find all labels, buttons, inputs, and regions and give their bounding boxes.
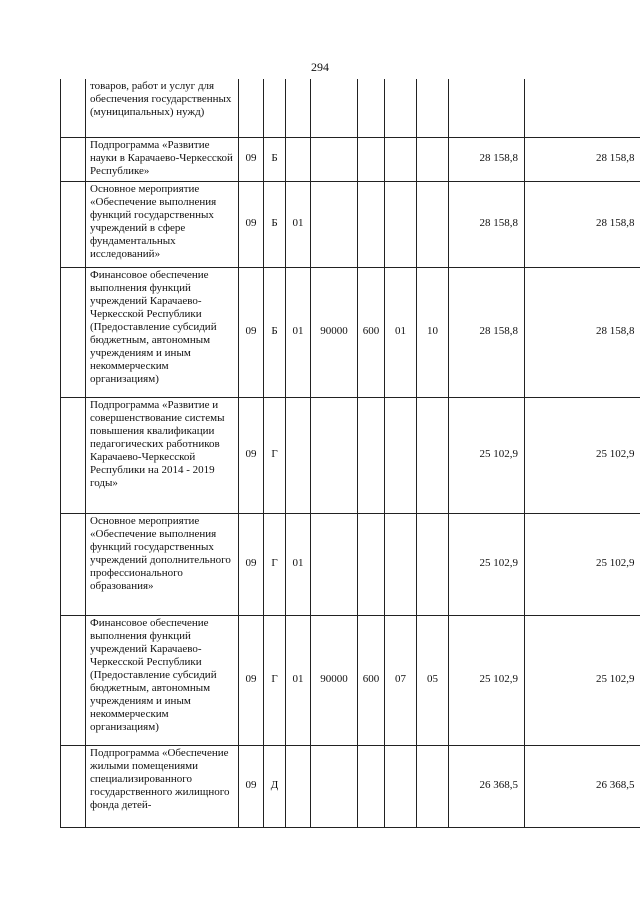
code-cell	[311, 513, 358, 615]
code-cell	[417, 745, 449, 827]
table-row	[61, 745, 640, 827]
row-name: Подпрограмма «Развитие науки в Карачаево-Черкесской Республике»	[86, 137, 239, 181]
code-cell: 90000	[311, 267, 358, 397]
amount-cell: 28 158,8	[525, 137, 640, 181]
code-cell: Г	[264, 397, 286, 513]
code-cell: Б	[264, 267, 286, 397]
code-cell	[385, 137, 417, 181]
table-row	[61, 267, 640, 397]
amount-cell: 25 102,9	[525, 513, 640, 615]
code-cell	[385, 745, 417, 827]
amount-cell: 26 368,5	[525, 745, 640, 827]
code-cell	[358, 79, 385, 137]
row-name: Финансовое обеспечение выполнения функций учреждений Карачаево-Черкесской Республики (Предоставление субсидий бюджетным, автономным учреждениям и иным некоммерческим организациям)	[86, 615, 239, 745]
code-cell	[417, 137, 449, 181]
amount-cell: 26 368,5	[449, 745, 525, 827]
amount-cell: 28 158,8	[525, 181, 640, 267]
code-cell	[417, 397, 449, 513]
amount-cell	[525, 79, 640, 137]
empty-cell	[61, 181, 86, 267]
amount-cell: 28 158,8	[449, 181, 525, 267]
code-cell: 09	[239, 615, 264, 745]
code-cell: 09	[239, 397, 264, 513]
amount-cell: 25 102,9	[525, 615, 640, 745]
code-cell	[358, 745, 385, 827]
empty-cell	[61, 745, 86, 827]
amount-cell: 25 102,9	[449, 397, 525, 513]
empty-cell	[61, 267, 86, 397]
row-name: Основное мероприятие «Обеспечение выполнения функций государственных учреждений в сфере фундаментальных исследований»	[86, 181, 239, 267]
code-cell	[358, 397, 385, 513]
code-cell: 09	[239, 181, 264, 267]
amount-cell: 25 102,9	[449, 615, 525, 745]
code-cell: 01	[286, 181, 311, 267]
code-cell	[358, 513, 385, 615]
row-name: Финансовое обеспечение выполнения функций учреждений Карачаево-Черкесской Республики (Предоставление субсидий бюджетным, автономным учреждениям и иным некоммерческим организациям)	[86, 267, 239, 397]
code-cell	[286, 137, 311, 181]
code-cell	[417, 181, 449, 267]
code-cell: Г	[264, 615, 286, 745]
code-cell: 07	[385, 615, 417, 745]
code-cell: 05	[417, 615, 449, 745]
table-row	[61, 181, 640, 267]
code-cell	[286, 397, 311, 513]
code-cell: 09	[239, 745, 264, 827]
code-cell: 600	[358, 267, 385, 397]
code-cell: Б	[264, 137, 286, 181]
code-cell: 09	[239, 513, 264, 615]
empty-cell	[61, 397, 86, 513]
empty-cell	[61, 615, 86, 745]
row-name: Основное мероприятие «Обеспечение выполнения функций государственных учреждений дополнительного профессионального образования»	[86, 513, 239, 615]
empty-cell	[61, 513, 86, 615]
code-cell: 90000	[311, 615, 358, 745]
code-cell	[385, 79, 417, 137]
code-cell: 10	[417, 267, 449, 397]
code-cell	[358, 137, 385, 181]
code-cell: Д	[264, 745, 286, 827]
amount-cell: 28 158,8	[449, 137, 525, 181]
code-cell: 600	[358, 615, 385, 745]
code-cell: 01	[385, 267, 417, 397]
table-row	[61, 615, 640, 745]
code-cell	[286, 79, 311, 137]
code-cell	[385, 397, 417, 513]
code-cell	[385, 513, 417, 615]
table-row	[61, 513, 640, 615]
amount-cell: 25 102,9	[525, 397, 640, 513]
empty-cell	[61, 79, 86, 137]
code-cell	[286, 745, 311, 827]
code-cell: 01	[286, 513, 311, 615]
code-cell	[311, 79, 358, 137]
table-row	[61, 397, 640, 513]
code-cell: Б	[264, 181, 286, 267]
amount-cell: 25 102,9	[449, 513, 525, 615]
page-number: 294	[311, 60, 329, 74]
code-cell	[417, 513, 449, 615]
code-cell	[311, 397, 358, 513]
empty-cell	[61, 137, 86, 181]
code-cell	[311, 137, 358, 181]
code-cell	[358, 181, 385, 267]
code-cell: 01	[286, 615, 311, 745]
amount-cell	[449, 79, 525, 137]
row-name: товаров, работ и услуг для обеспечения государственных (муниципальных) нужд)	[86, 79, 239, 137]
table-row	[61, 137, 640, 181]
code-cell	[311, 745, 358, 827]
code-cell	[264, 79, 286, 137]
code-cell	[385, 181, 417, 267]
amount-cell: 28 158,8	[449, 267, 525, 397]
code-cell: Г	[264, 513, 286, 615]
table-row	[61, 79, 640, 137]
budget-table	[60, 79, 640, 828]
row-name: Подпрограмма «Развитие и совершенствование системы повышения квалификации педагогических работников Карачаево-Черкесской Республики на 2014 - 2019 годы»	[86, 397, 239, 513]
code-cell	[417, 79, 449, 137]
code-cell	[311, 181, 358, 267]
code-cell: 09	[239, 267, 264, 397]
row-name: Подпрограмма «Обеспечение жилыми помещениями специализированного государственного жилищного фонда детей-	[86, 745, 239, 827]
amount-cell: 28 158,8	[525, 267, 640, 397]
code-cell	[239, 79, 264, 137]
code-cell: 09	[239, 137, 264, 181]
code-cell: 01	[286, 267, 311, 397]
